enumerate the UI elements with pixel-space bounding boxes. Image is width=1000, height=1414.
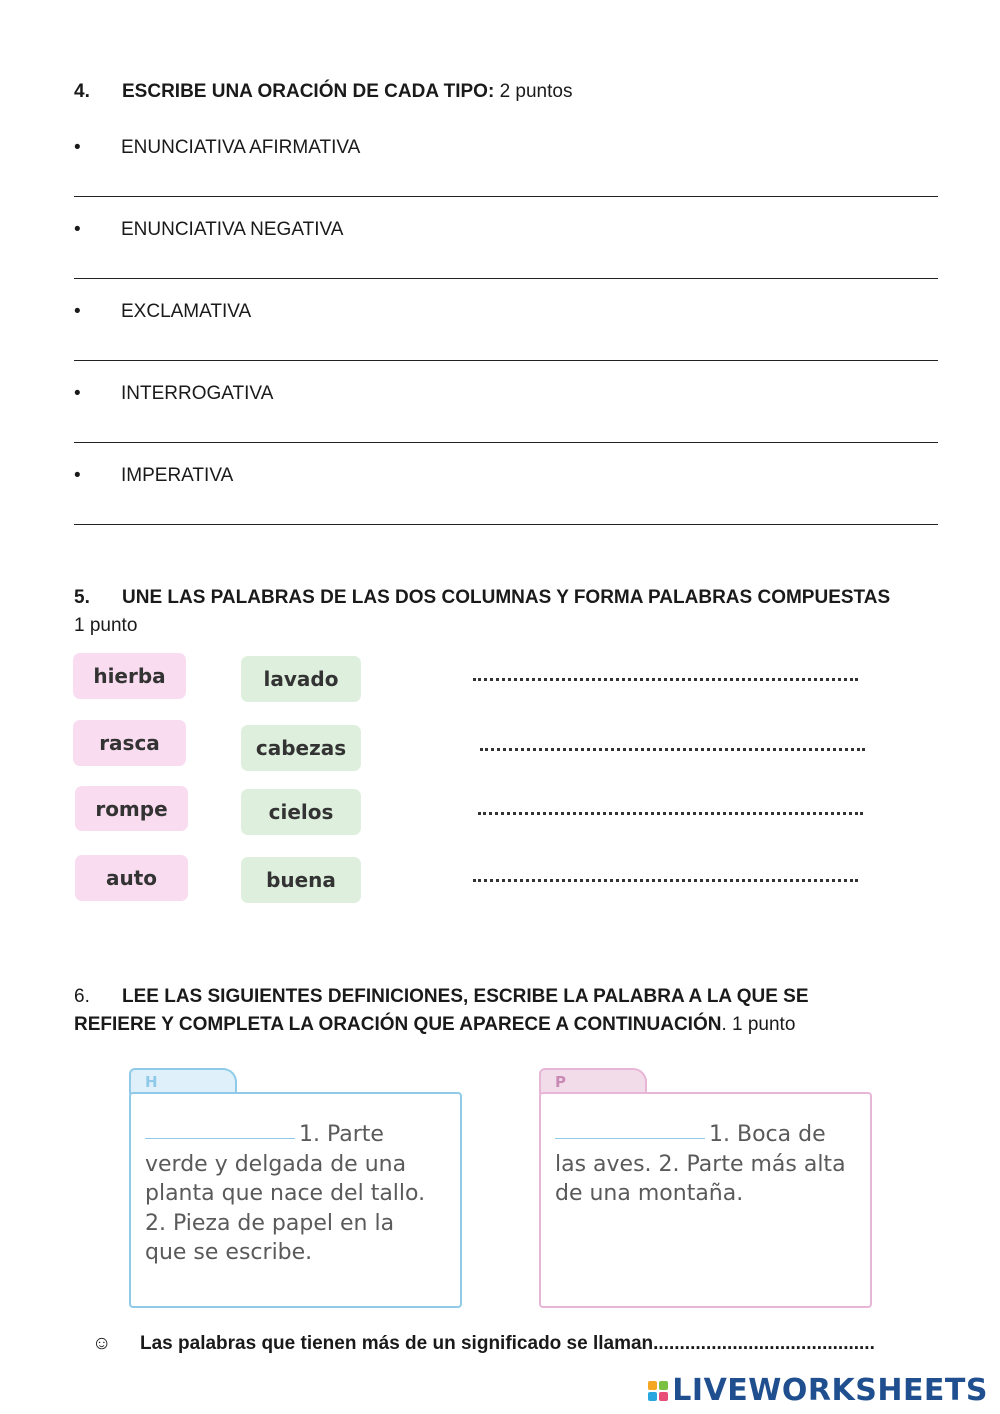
q4-answer-line-3[interactable] bbox=[74, 360, 938, 361]
card-p-body bbox=[539, 1092, 872, 1308]
word-left-hierba[interactable]: hierba bbox=[73, 653, 186, 699]
card-h-first-text: 1. Parte bbox=[299, 1122, 384, 1147]
final-sentence-row bbox=[92, 1333, 875, 1355]
q4-points: 2 puntos bbox=[499, 81, 573, 102]
final-sentence: Las palabras que tienen más de un significado se llaman.......................................... bbox=[140, 1333, 875, 1354]
word-right-cabezas[interactable]: cabezas bbox=[241, 725, 361, 771]
card-h-line: verde y delgada de una bbox=[145, 1151, 407, 1177]
card-h-blank[interactable] bbox=[145, 1138, 295, 1139]
q6-title-line1: LEE LAS SIGUIENTES DEFINICIONES, ESCRIBE LA PALABRA A LA QUE SE bbox=[122, 986, 809, 1007]
compound-answer-line-2[interactable] bbox=[480, 748, 865, 751]
q4-answer-line-2[interactable] bbox=[74, 278, 938, 279]
bullet-icon: • bbox=[74, 301, 81, 322]
compound-answer-line-3[interactable] bbox=[478, 812, 863, 815]
card-p-line: las aves. 2. Parte más alta bbox=[555, 1151, 846, 1177]
q5-number: 5. bbox=[74, 587, 90, 608]
q4-answer-line-5[interactable] bbox=[74, 524, 938, 525]
q4-item-1 bbox=[74, 137, 360, 159]
q4-title: ESCRIBE UNA ORACIÓN DE CADA TIPO: bbox=[122, 81, 495, 102]
q5-title: UNE LAS PALABRAS DE LAS DOS COLUMNAS Y FORMA PALABRAS COMPUESTAS bbox=[122, 587, 891, 608]
word-left-rompe[interactable]: rompe bbox=[75, 786, 188, 831]
q4-item-4 bbox=[74, 383, 273, 405]
card-h-line: planta que nace del tallo. bbox=[145, 1181, 426, 1206]
compound-answer-line-4[interactable] bbox=[473, 879, 858, 882]
q4-answer-line-4[interactable] bbox=[74, 442, 938, 443]
q4-item-5 bbox=[74, 465, 233, 487]
q4-item-label: ENUNCIATIVA NEGATIVA bbox=[121, 219, 344, 240]
q6-number: 6. bbox=[74, 986, 90, 1007]
q4-heading bbox=[74, 81, 572, 103]
liveworksheets-logo bbox=[648, 1373, 988, 1408]
card-p-line: de una montaña. bbox=[555, 1181, 744, 1206]
bullet-icon: • bbox=[74, 465, 81, 486]
q4-item-3 bbox=[74, 301, 251, 323]
q4-answer-line-1[interactable] bbox=[74, 196, 938, 197]
q4-item-label: EXCLAMATIVA bbox=[121, 301, 252, 322]
word-right-cielos[interactable]: cielos bbox=[241, 789, 361, 835]
card-h-first-line bbox=[145, 1120, 448, 1150]
logo-text: LIVEWORKSHEETS bbox=[672, 1373, 988, 1408]
q6-heading bbox=[74, 986, 809, 1008]
q6-title-line2: REFIERE Y COMPLETA LA ORACIÓN QUE APARECE A CONTINUACIÓN bbox=[74, 1014, 722, 1035]
word-right-buena[interactable]: buena bbox=[241, 857, 361, 903]
card-p-first-text: 1. Boca de bbox=[709, 1122, 826, 1147]
card-h-tab: H bbox=[129, 1068, 237, 1094]
q4-item-label: INTERROGATIVA bbox=[121, 383, 274, 404]
word-left-auto[interactable]: auto bbox=[75, 855, 188, 901]
smiley-icon: ☺ bbox=[92, 1333, 112, 1354]
q4-number: 4. bbox=[74, 81, 90, 102]
compound-answer-line-1[interactable] bbox=[473, 678, 858, 681]
q5-points: 1 punto bbox=[74, 615, 138, 636]
card-h-line: que se escribe. bbox=[145, 1240, 313, 1265]
logo-mark-icon bbox=[648, 1381, 668, 1401]
bullet-icon: • bbox=[74, 137, 81, 158]
q5-heading bbox=[74, 587, 890, 609]
word-right-lavado[interactable]: lavado bbox=[241, 656, 361, 702]
q4-item-label: ENUNCIATIVA AFIRMATIVA bbox=[121, 137, 361, 158]
bullet-icon: • bbox=[74, 219, 81, 240]
q6-heading-line2 bbox=[74, 1014, 795, 1036]
card-p-first-line bbox=[555, 1120, 858, 1150]
card-h-line: 2. Pieza de papel en la bbox=[145, 1210, 395, 1236]
bullet-icon: • bbox=[74, 383, 81, 404]
card-p-blank[interactable] bbox=[555, 1138, 705, 1139]
q4-item-label: IMPERATIVA bbox=[121, 465, 234, 486]
word-left-rasca[interactable]: rasca bbox=[73, 720, 186, 766]
q4-item-2 bbox=[74, 219, 343, 241]
card-p-tab: P bbox=[539, 1068, 647, 1094]
card-h-body bbox=[129, 1092, 462, 1308]
q6-points: . 1 punto bbox=[721, 1014, 796, 1035]
